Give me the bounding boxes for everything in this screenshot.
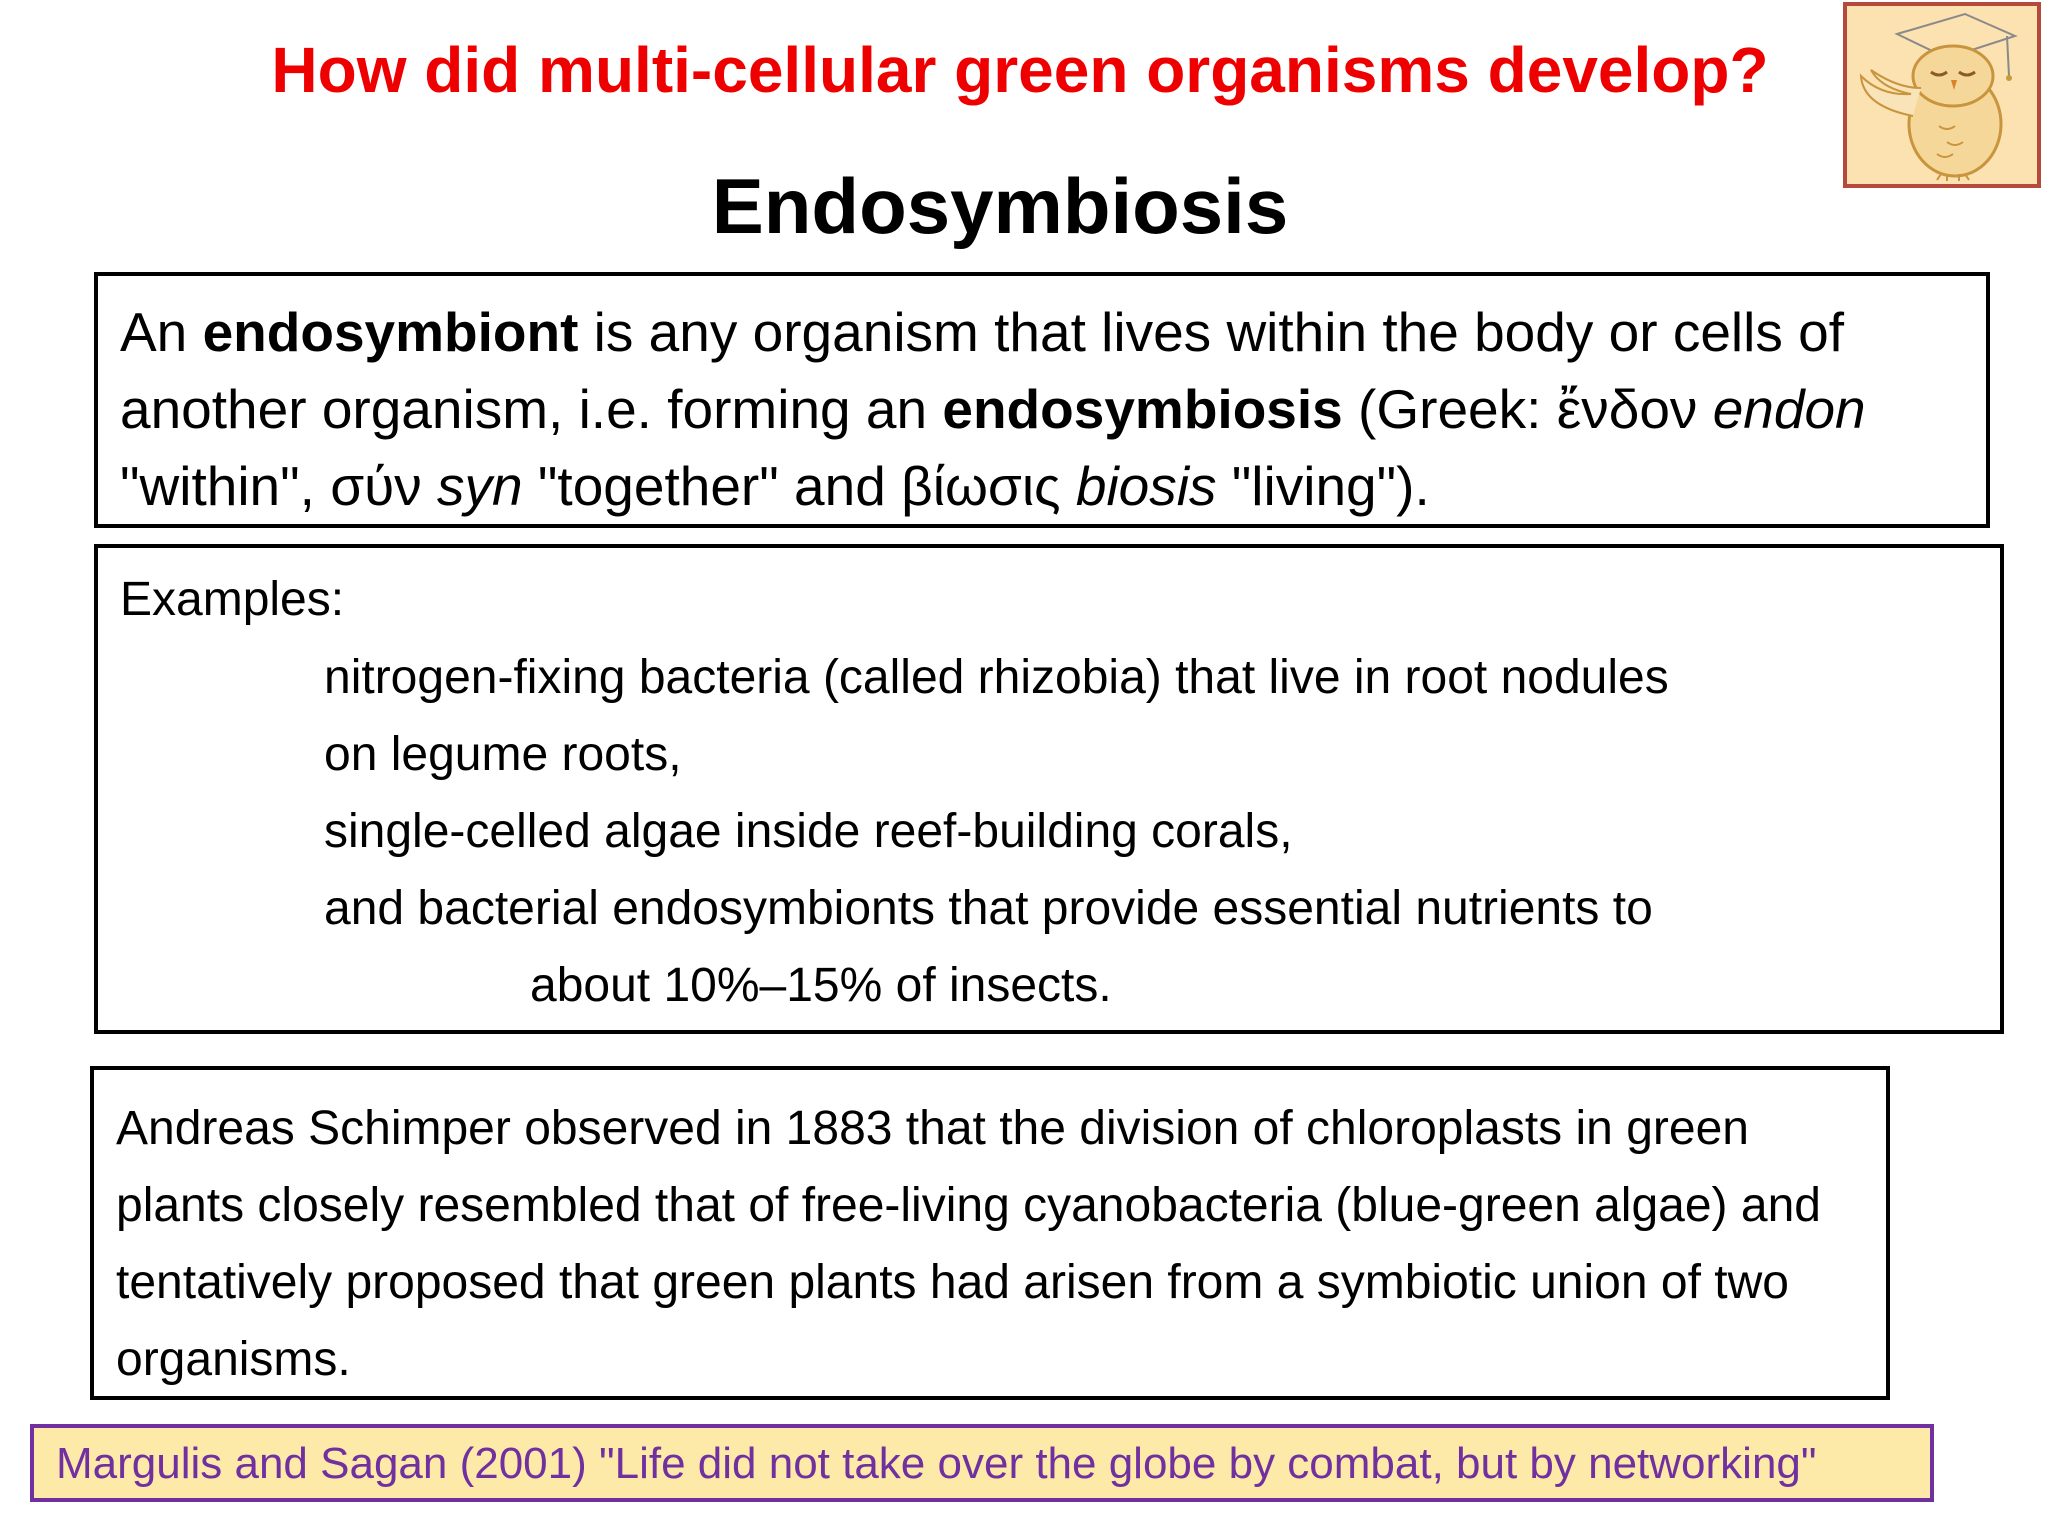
- slide-title: How did multi-cellular green organisms develop?: [271, 34, 1769, 106]
- definition-part: "within", σύν: [120, 455, 438, 517]
- term-endosymbiont: endosymbiont: [202, 301, 579, 363]
- slide-subtitle: Endosymbiosis: [711, 162, 1289, 250]
- quote-text: Margulis and Sagan (2001) "Life did not take over the globe by combat, but by networking": [56, 1439, 1817, 1488]
- term-endon: endon: [1712, 378, 1866, 440]
- definition-text: [120, 294, 1980, 525]
- example-line: and bacterial endosymbionts that provide essential nutrients to: [324, 882, 1653, 935]
- term-syn: syn: [437, 455, 523, 517]
- example-line: on legume roots,: [324, 728, 682, 781]
- owl-with-mortarboard-icon: [1847, 6, 2037, 184]
- definition-part: (Greek: ἔνδον: [1342, 378, 1713, 440]
- examples-box: [94, 544, 2004, 1034]
- example-line: about 10%–15% of insects.: [530, 959, 1112, 1012]
- term-biosis: biosis: [1075, 455, 1217, 517]
- examples-label: Examples:: [120, 573, 345, 626]
- history-text: Andreas Schimper observed in 1883 that the division of chloroplasts in green plants closely resembled that of free-living cyanobacteria (blue-green algae) and tentatively proposed that green plants had arisen from a symbiotic union of two organisms.: [116, 1102, 1821, 1386]
- example-line: single-celled algae inside reef-building corals,: [324, 805, 1293, 858]
- definition-part: "together" and βίωσις: [522, 455, 1076, 517]
- example-line: nitrogen-fixing bacteria (called rhizobia) that live in root nodules: [324, 651, 1669, 704]
- term-endosymbiosis: endosymbiosis: [942, 378, 1343, 440]
- history-box: [90, 1066, 1890, 1400]
- quote-box: [30, 1424, 1934, 1502]
- definition-part: "living").: [1216, 455, 1430, 517]
- definition-part: is any organism that lives within the body or cells of another organism, i.e. forming an: [120, 301, 1844, 440]
- definition-box: [94, 272, 1990, 528]
- definition-part: An: [120, 301, 203, 363]
- owl-logo: [1843, 2, 2041, 188]
